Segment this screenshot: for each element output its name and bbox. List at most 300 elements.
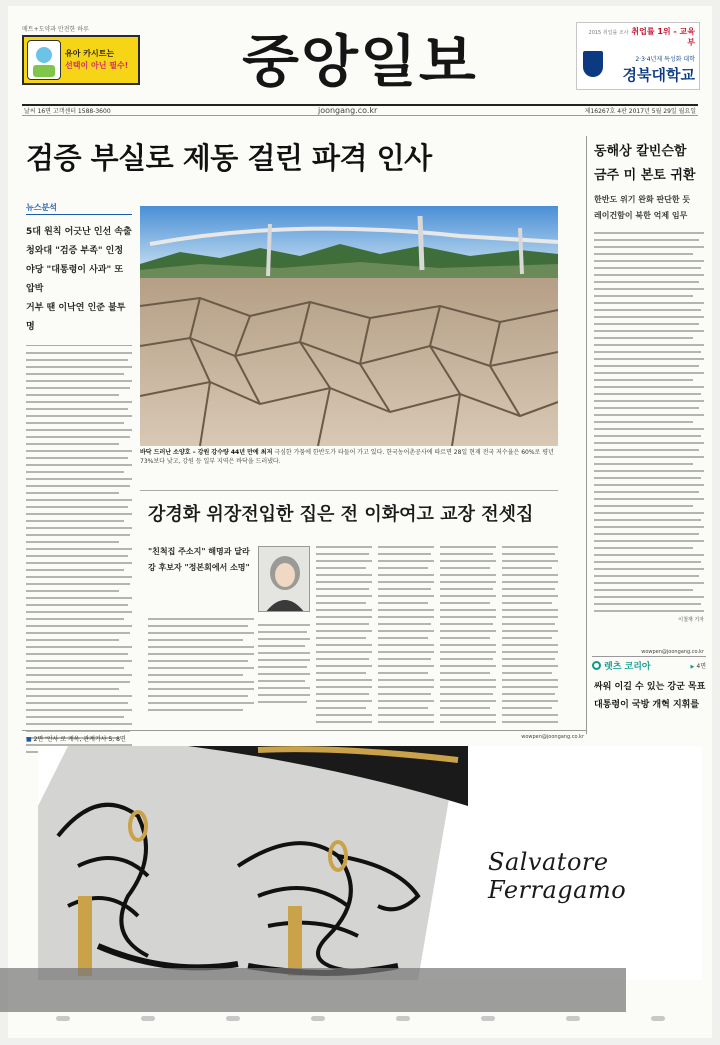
right-ad-line2: 2·3·4년제 특성화 대학 bbox=[635, 56, 695, 63]
lets-korea-line-2: 대통령이 국방 개혁 지휘를 bbox=[594, 700, 700, 710]
text-line bbox=[594, 421, 693, 423]
text-line bbox=[378, 707, 428, 709]
text-line bbox=[26, 604, 128, 606]
text-line bbox=[316, 714, 372, 716]
text-line bbox=[378, 672, 428, 674]
text-line bbox=[148, 660, 248, 662]
text-line bbox=[378, 679, 434, 681]
lets-korea-icon bbox=[592, 661, 601, 670]
text-line bbox=[316, 560, 372, 562]
text-line bbox=[594, 435, 701, 437]
text-line bbox=[26, 513, 132, 515]
header-right-ad[interactable] bbox=[576, 22, 700, 90]
text-line bbox=[594, 274, 704, 276]
reporter-email[interactable]: wowpen@joongang.co.kr bbox=[521, 734, 584, 740]
text-line bbox=[502, 567, 552, 569]
text-line bbox=[502, 588, 555, 590]
text-line bbox=[378, 567, 428, 569]
text-line bbox=[258, 652, 310, 654]
text-line bbox=[316, 581, 372, 583]
text-line bbox=[378, 609, 434, 611]
text-line bbox=[594, 547, 693, 549]
text-line bbox=[26, 723, 132, 725]
university-emblem-icon bbox=[583, 51, 603, 77]
text-line bbox=[316, 630, 372, 632]
text-line bbox=[502, 644, 558, 646]
text-line bbox=[440, 574, 496, 576]
text-line bbox=[594, 512, 704, 514]
text-line bbox=[26, 534, 130, 536]
deck-line-1: 5대 원칙 어긋난 인선 속출 bbox=[26, 227, 132, 237]
text-line bbox=[502, 623, 555, 625]
text-line bbox=[440, 623, 493, 625]
text-line bbox=[26, 625, 132, 627]
text-line bbox=[594, 442, 704, 444]
text-line bbox=[594, 302, 704, 304]
right-column-divider bbox=[586, 136, 587, 734]
text-line bbox=[440, 637, 490, 639]
text-line bbox=[316, 595, 372, 597]
text-line bbox=[258, 694, 310, 696]
right-headline-line-2: 금주 미 본토 귀환 bbox=[594, 168, 696, 183]
text-line bbox=[316, 700, 372, 702]
text-line bbox=[440, 616, 496, 618]
bottom-divider bbox=[22, 730, 586, 731]
text-line bbox=[258, 638, 310, 640]
text-line bbox=[594, 337, 693, 339]
text-line bbox=[26, 632, 130, 634]
text-line bbox=[26, 695, 132, 697]
sub-deck-line-1: "친척집 주소지" 해명과 달라 bbox=[148, 547, 250, 556]
text-line bbox=[594, 554, 704, 556]
text-line bbox=[378, 616, 434, 618]
text-line bbox=[26, 387, 130, 389]
text-line bbox=[258, 659, 310, 661]
text-line bbox=[502, 609, 558, 611]
page-dot[interactable] bbox=[396, 1016, 410, 1021]
text-line bbox=[440, 686, 496, 688]
text-line bbox=[594, 596, 704, 598]
photo-caption bbox=[140, 448, 558, 466]
text-line bbox=[440, 595, 496, 597]
text-line bbox=[594, 491, 699, 493]
text-column bbox=[258, 624, 310, 708]
text-line bbox=[594, 610, 704, 612]
text-line bbox=[26, 688, 119, 690]
text-line bbox=[378, 560, 434, 562]
right-headline-line-1: 동해상 칼빈슨함 bbox=[594, 144, 687, 159]
right-deck-line-1: 한반도 위기 완화 판단한 듯 bbox=[594, 195, 691, 204]
text-line bbox=[502, 707, 552, 709]
text-line bbox=[316, 651, 372, 653]
right-deck bbox=[594, 192, 706, 224]
text-line bbox=[258, 631, 307, 633]
text-line bbox=[258, 624, 310, 626]
text-line bbox=[26, 408, 128, 410]
text-line bbox=[594, 288, 704, 290]
text-line bbox=[502, 693, 555, 695]
text-line bbox=[440, 630, 496, 632]
text-line bbox=[502, 553, 555, 555]
page-dot[interactable] bbox=[566, 1016, 580, 1021]
text-line bbox=[26, 457, 128, 459]
text-line bbox=[594, 505, 693, 507]
text-line bbox=[26, 681, 130, 683]
text-line bbox=[594, 267, 701, 269]
masthead[interactable]: 중앙일보 bbox=[242, 30, 478, 95]
drought-photo[interactable] bbox=[140, 206, 558, 446]
text-column bbox=[148, 618, 254, 716]
page-dot[interactable] bbox=[226, 1016, 240, 1021]
text-line bbox=[594, 498, 704, 500]
text-line bbox=[378, 721, 434, 723]
text-line bbox=[316, 686, 372, 688]
dateline-right: 제16267호 4판 2017년 5월 29일 월요일 bbox=[584, 108, 696, 115]
right-ad-small: 2015 취업률 조사 bbox=[588, 30, 629, 36]
text-line bbox=[26, 394, 119, 396]
text-line bbox=[316, 721, 372, 723]
text-line bbox=[502, 665, 558, 667]
text-line bbox=[26, 366, 132, 368]
lets-korea-page: ▶ 4면 bbox=[691, 661, 706, 670]
text-line bbox=[594, 519, 701, 521]
text-line bbox=[316, 602, 366, 604]
text-line bbox=[378, 651, 434, 653]
text-line bbox=[594, 309, 701, 311]
text-line bbox=[316, 637, 366, 639]
text-line bbox=[148, 653, 254, 655]
text-line bbox=[594, 582, 704, 584]
text-line bbox=[594, 526, 704, 528]
text-line bbox=[594, 260, 704, 262]
lets-korea-label: 렛츠 코리아 bbox=[604, 662, 651, 672]
text-line bbox=[502, 679, 558, 681]
text-line bbox=[440, 714, 496, 716]
deck-line-3: 야당 "대통령이 사과" 또 압박 bbox=[26, 265, 124, 294]
text-line bbox=[26, 373, 124, 375]
text-line bbox=[594, 484, 704, 486]
text-line bbox=[26, 471, 124, 473]
news-analysis-tag: 뉴스분석 bbox=[26, 202, 132, 215]
text-line bbox=[26, 541, 119, 543]
text-line bbox=[148, 674, 243, 676]
text-line bbox=[316, 588, 369, 590]
text-line bbox=[26, 401, 132, 403]
text-line bbox=[26, 590, 119, 592]
text-line bbox=[316, 693, 369, 695]
text-line bbox=[316, 567, 366, 569]
viewer-overlay-bar[interactable] bbox=[0, 968, 626, 1012]
text-line bbox=[594, 414, 704, 416]
text-line bbox=[502, 546, 558, 548]
text-line bbox=[148, 695, 248, 697]
dateline bbox=[22, 104, 698, 116]
left-column bbox=[26, 202, 132, 765]
text-line bbox=[502, 700, 558, 702]
text-line bbox=[378, 658, 431, 660]
lets-korea-teaser[interactable] bbox=[594, 678, 706, 714]
text-line bbox=[594, 568, 704, 570]
text-line bbox=[440, 560, 496, 562]
text-line bbox=[502, 672, 552, 674]
text-line bbox=[378, 581, 434, 583]
text-line bbox=[594, 561, 701, 563]
text-line bbox=[258, 645, 305, 647]
text-line bbox=[502, 686, 558, 688]
portrait-photo[interactable] bbox=[258, 546, 310, 612]
text-line bbox=[26, 716, 124, 718]
text-line bbox=[594, 351, 701, 353]
text-line bbox=[148, 709, 243, 711]
text-line bbox=[502, 637, 552, 639]
page-dot[interactable] bbox=[481, 1016, 495, 1021]
text-line bbox=[440, 707, 490, 709]
lets-korea-box[interactable] bbox=[592, 656, 706, 674]
text-line bbox=[440, 644, 496, 646]
page-dot[interactable] bbox=[311, 1016, 325, 1021]
text-line bbox=[378, 630, 434, 632]
text-line bbox=[594, 470, 704, 472]
text-line bbox=[594, 589, 693, 591]
left-body-text bbox=[26, 352, 132, 753]
lets-korea-line-1: 싸워 이길 수 있는 강군 목표 bbox=[594, 682, 706, 692]
text-line bbox=[594, 365, 699, 367]
text-line bbox=[258, 666, 307, 668]
text-column bbox=[502, 546, 558, 728]
text-line bbox=[316, 609, 372, 611]
text-line bbox=[378, 644, 434, 646]
text-line bbox=[594, 232, 704, 234]
text-line bbox=[594, 246, 704, 248]
caption-title: 바닥 드러난 소양호 – 강원 강수량 44년 만에 최저 bbox=[140, 449, 273, 456]
text-line bbox=[440, 546, 496, 548]
text-line bbox=[26, 548, 132, 550]
text-line bbox=[26, 485, 130, 487]
text-line bbox=[440, 693, 493, 695]
left-ad-line1: 유아 카시트는 bbox=[65, 49, 115, 58]
text-line bbox=[594, 603, 701, 605]
text-line bbox=[440, 581, 496, 583]
text-line bbox=[594, 456, 704, 458]
text-line bbox=[26, 464, 132, 466]
text-line bbox=[440, 665, 496, 667]
text-line bbox=[440, 658, 493, 660]
text-line bbox=[440, 588, 493, 590]
text-line bbox=[26, 380, 132, 382]
text-line bbox=[378, 693, 431, 695]
main-deck bbox=[26, 223, 132, 337]
text-line bbox=[316, 616, 372, 618]
text-line bbox=[594, 344, 704, 346]
right-headline[interactable] bbox=[594, 140, 706, 188]
deck-line-2: 청와대 "검증 부족" 인정 bbox=[26, 246, 124, 256]
text-line bbox=[440, 721, 496, 723]
text-line bbox=[440, 567, 490, 569]
left-ad-tag: 매트+도약과 안전한 하루 bbox=[22, 26, 89, 33]
text-line bbox=[440, 679, 496, 681]
text-line bbox=[502, 630, 558, 632]
text-line bbox=[378, 637, 428, 639]
text-line bbox=[316, 665, 372, 667]
sub-headline[interactable]: 강경화 위장전입한 집은 전 이화여고 교장 전셋집 bbox=[148, 504, 534, 525]
text-line bbox=[378, 623, 431, 625]
sub-deck bbox=[148, 544, 254, 576]
text-line bbox=[594, 449, 699, 451]
text-line bbox=[594, 407, 699, 409]
subhead-divider bbox=[140, 490, 558, 491]
right-ad-line1-text: 취업률 1위 - 교육부 bbox=[631, 27, 695, 47]
text-line bbox=[594, 540, 704, 542]
drought-photo-image bbox=[140, 206, 558, 446]
text-line bbox=[26, 520, 124, 522]
text-line bbox=[26, 527, 132, 529]
text-line bbox=[594, 253, 693, 255]
text-line bbox=[440, 609, 496, 611]
text-line bbox=[258, 687, 310, 689]
text-line bbox=[26, 499, 132, 501]
site-url[interactable]: joongang.co.kr bbox=[317, 106, 378, 115]
text-line bbox=[316, 707, 366, 709]
page-indicator[interactable] bbox=[0, 1016, 720, 1021]
text-line bbox=[258, 680, 305, 682]
text-line bbox=[502, 574, 558, 576]
text-line bbox=[148, 688, 254, 690]
text-line bbox=[148, 639, 243, 641]
text-line bbox=[594, 316, 704, 318]
related-articles-note[interactable]: ■ 2면 '인사 로 게옥, 관계기사 5, 8면 bbox=[26, 734, 126, 743]
caption-text: 극심한 가뭄에 한반도가 타들어 가고 있다. 한국농어촌공사에 따르면 28일 현재 전국 저수율은 60%로 평년 73%보다 낮고, 강원 등 일부 지역은 바닥을 드러냈다. bbox=[140, 449, 554, 465]
text-line bbox=[148, 632, 254, 634]
text-line bbox=[378, 665, 434, 667]
text-line bbox=[594, 295, 693, 297]
dateline-left: 날씨 16면 고객센터 1588-3600 bbox=[24, 108, 111, 115]
deck-line-4: 거부 땐 이낙연 인준 불투명 bbox=[26, 303, 126, 332]
brand-logo[interactable]: Salvatore Ferragamo bbox=[488, 848, 627, 904]
text-line bbox=[594, 358, 704, 360]
text-line bbox=[26, 611, 132, 613]
text-line bbox=[502, 560, 558, 562]
text-line bbox=[316, 658, 369, 660]
text-line bbox=[502, 721, 558, 723]
text-line bbox=[26, 653, 128, 655]
text-line bbox=[148, 625, 248, 627]
text-line bbox=[26, 576, 132, 578]
right-deck-line-2: 레이건함이 북한 억제 임무 bbox=[594, 211, 688, 220]
text-line bbox=[502, 658, 555, 660]
text-line bbox=[26, 506, 128, 508]
text-line bbox=[26, 646, 132, 648]
text-line bbox=[26, 618, 124, 620]
text-line bbox=[26, 674, 132, 676]
text-line bbox=[148, 618, 254, 620]
text-line bbox=[316, 679, 372, 681]
text-line bbox=[378, 588, 431, 590]
text-line bbox=[440, 651, 496, 653]
page-dot[interactable] bbox=[141, 1016, 155, 1021]
text-line bbox=[26, 583, 130, 585]
text-line bbox=[26, 597, 132, 599]
text-line bbox=[378, 700, 434, 702]
right-ad-line1 bbox=[581, 26, 695, 48]
text-line bbox=[148, 702, 254, 704]
lets-korea-logo bbox=[592, 659, 651, 672]
text-line bbox=[316, 546, 372, 548]
right-ad-university: 경북대학교 bbox=[622, 66, 695, 84]
text-line bbox=[316, 623, 369, 625]
left-ad-line2: 선택이 아닌 필수! bbox=[65, 61, 129, 70]
text-line bbox=[502, 595, 558, 597]
text-line bbox=[594, 281, 699, 283]
text-line bbox=[594, 477, 701, 479]
text-line bbox=[594, 379, 693, 381]
text-line bbox=[440, 672, 490, 674]
text-line bbox=[378, 595, 434, 597]
text-line bbox=[316, 644, 372, 646]
text-line bbox=[258, 673, 310, 675]
text-line bbox=[502, 581, 558, 583]
text-line bbox=[26, 709, 132, 711]
text-line bbox=[26, 478, 132, 480]
text-line bbox=[316, 574, 372, 576]
text-line bbox=[26, 352, 132, 354]
text-line bbox=[378, 602, 428, 604]
text-line bbox=[26, 555, 128, 557]
text-line bbox=[26, 639, 119, 641]
text-line bbox=[440, 602, 490, 604]
text-line bbox=[440, 700, 496, 702]
text-line bbox=[258, 701, 307, 703]
text-line bbox=[378, 553, 431, 555]
text-line bbox=[502, 714, 558, 716]
page-dot[interactable] bbox=[651, 1016, 665, 1021]
text-line bbox=[594, 239, 699, 241]
text-column bbox=[378, 546, 434, 728]
text-line bbox=[502, 651, 558, 653]
text-line bbox=[440, 553, 493, 555]
text-line bbox=[26, 429, 132, 431]
text-line bbox=[26, 569, 124, 571]
text-column bbox=[316, 546, 372, 728]
text-line bbox=[378, 574, 434, 576]
text-line bbox=[594, 386, 704, 388]
text-line bbox=[316, 553, 369, 555]
text-line bbox=[594, 428, 704, 430]
text-line bbox=[502, 602, 552, 604]
text-line bbox=[148, 681, 254, 683]
text-line bbox=[594, 463, 693, 465]
text-line bbox=[594, 323, 699, 325]
text-line bbox=[594, 400, 704, 402]
text-column bbox=[440, 546, 496, 728]
text-line bbox=[316, 672, 366, 674]
main-headline[interactable]: 검증 부실로 제동 걸린 파격 인사 bbox=[26, 141, 432, 175]
text-line bbox=[502, 616, 558, 618]
right-byline: 이철재 기자 bbox=[678, 617, 704, 623]
text-line bbox=[378, 686, 434, 688]
text-line bbox=[148, 646, 254, 648]
page-dot[interactable] bbox=[56, 1016, 70, 1021]
sub-deck-line-2: 강 후보자 "정본회에서 소명" bbox=[148, 563, 250, 572]
text-line bbox=[26, 422, 124, 424]
text-line bbox=[26, 436, 130, 438]
text-line bbox=[26, 359, 128, 361]
text-line bbox=[26, 667, 124, 669]
text-line bbox=[594, 330, 704, 332]
text-line bbox=[594, 575, 699, 577]
deck-divider bbox=[26, 345, 132, 346]
right-byline-email[interactable]: wowpen@joongang.co.kr bbox=[641, 649, 704, 655]
text-line bbox=[594, 393, 701, 395]
